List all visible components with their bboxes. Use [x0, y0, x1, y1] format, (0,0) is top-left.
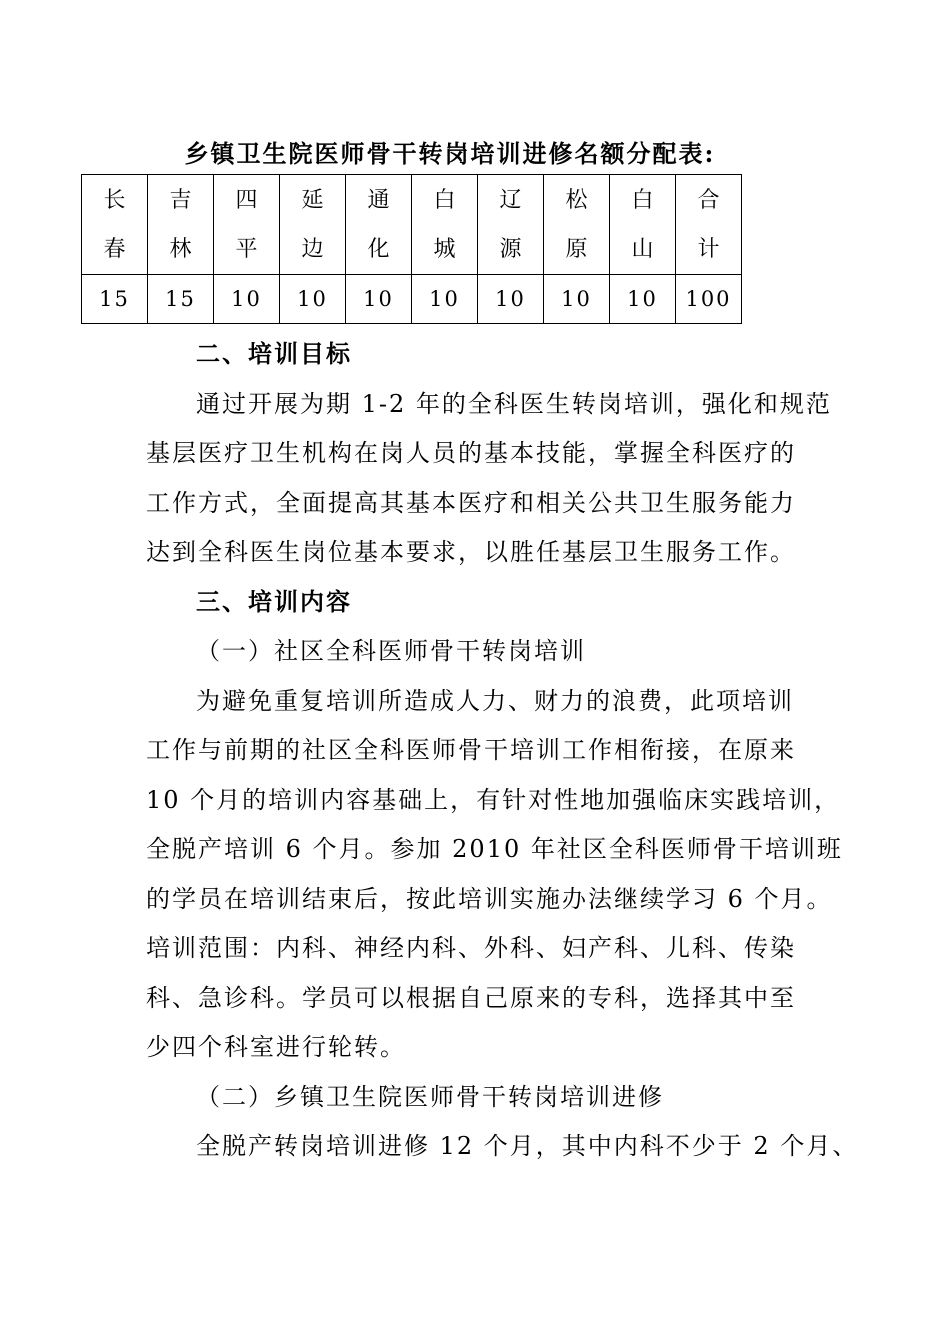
table-header-row — [82, 175, 742, 275]
paragraph-line: 全脱产转岗培训进修 12 个月，其中内科不少于 2 个月、 — [196, 1132, 859, 1160]
paragraph-line: 培训范围：内科、神经内科、外科、妇产科、儿科、传染 — [146, 934, 796, 962]
paragraph-line: 达到全科医生岗位基本要求，以胜任基层卫生服务工作。 — [146, 538, 796, 566]
table-value-row — [82, 275, 742, 324]
header-cell: 松 原 — [544, 175, 610, 275]
value-cell: 10 — [610, 275, 676, 324]
paragraph-line: 工作与前期的社区全科医师骨干培训工作相衔接，在原来 — [146, 736, 796, 764]
paragraph-line: 少四个科室进行轮转。 — [146, 1033, 406, 1061]
quota-table — [81, 174, 742, 324]
header-cell: 通 化 — [346, 175, 412, 275]
header-cell: 合 计 — [676, 175, 742, 275]
section-heading: 二、培训目标 — [196, 339, 352, 368]
table-title: 乡镇卫生院医师骨干转岗培训进修名额分配表: — [184, 139, 716, 168]
paragraph-line: 为避免重复培训所造成人力、财力的浪费，此项培训 — [196, 687, 794, 715]
value-cell: 10 — [412, 275, 478, 324]
paragraph-line: 的学员在培训结束后，按此培训实施办法继续学习 6 个月。 — [146, 885, 833, 913]
paragraph-line: 全脱产培训 6 个月。参加 2010 年社区全科医师骨干培训班 — [146, 835, 843, 863]
subsection-heading: （二）乡镇卫生院医师骨干转岗培训进修 — [196, 1083, 664, 1111]
section-heading: 三、培训内容 — [196, 587, 352, 616]
value-cell: 15 — [82, 275, 148, 324]
paragraph-line: 基层医疗卫生机构在岗人员的基本技能，掌握全科医疗的 — [146, 439, 796, 467]
value-cell: 10 — [544, 275, 610, 324]
header-cell: 吉 林 — [148, 175, 214, 275]
header-cell: 四 平 — [214, 175, 280, 275]
header-cell: 白 山 — [610, 175, 676, 275]
header-cell: 白 城 — [412, 175, 478, 275]
subsection-heading: （一）社区全科医师骨干转岗培训 — [196, 637, 586, 665]
value-cell: 10 — [478, 275, 544, 324]
header-cell: 延 边 — [280, 175, 346, 275]
value-cell: 100 — [676, 275, 742, 324]
header-cell: 辽 源 — [478, 175, 544, 275]
value-cell: 10 — [346, 275, 412, 324]
header-cell: 长 春 — [82, 175, 148, 275]
paragraph-line: 科、急诊科。学员可以根据自己原来的专科，选择其中至 — [146, 984, 796, 1012]
value-cell: 10 — [280, 275, 346, 324]
value-cell: 10 — [214, 275, 280, 324]
paragraph-line: 工作方式，全面提高其基本医疗和相关公共卫生服务能力 — [146, 489, 796, 517]
paragraph-line: 10 个月的培训内容基础上，有针对性地加强临床实践培训， — [146, 786, 841, 814]
paragraph-line: 通过开展为期 1-2 年的全科医生转岗培训，强化和规范 — [196, 390, 832, 418]
value-cell: 15 — [148, 275, 214, 324]
